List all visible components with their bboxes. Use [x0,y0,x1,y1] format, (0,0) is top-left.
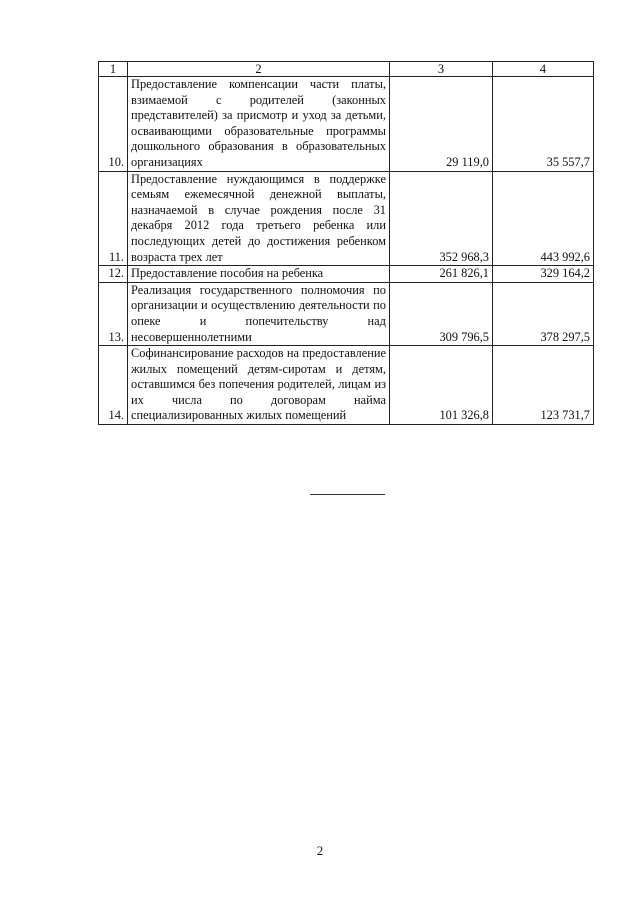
row-amount-col3: 261 826,1 [390,266,493,283]
row-description: Реализация государственного полномочия по организации и осуществлению деятельности по опеке и попечительству над несовершеннолетними [128,282,390,345]
row-description: Предоставление компенсации части платы, взимаемой с родителей (законных представителей) за присмотр и уход за детьми, осваивающими образовательные программы дошкольного образования в образовательных организациях [128,77,390,172]
table-row [99,266,594,283]
header-col-4: 4 [493,62,594,77]
row-amount-col3: 352 968,3 [390,171,493,266]
row-number: 12. [99,266,128,283]
header-col-1: 1 [99,62,128,77]
end-separator-line [310,494,385,495]
row-amount-col3: 29 119,0 [390,77,493,172]
row-amount-col3: 101 326,8 [390,346,493,425]
row-amount-col4: 35 557,7 [493,77,594,172]
row-amount-col4: 123 731,7 [493,346,594,425]
budget-table [98,61,594,425]
header-row [99,62,594,77]
row-amount-col4: 378 297,5 [493,282,594,345]
row-amount-col3: 309 796,5 [390,282,493,345]
row-number: 10. [99,77,128,172]
row-amount-col4: 443 992,6 [493,171,594,266]
row-number: 11. [99,171,128,266]
table-row [99,282,594,345]
row-description: Предоставление нуждающимся в поддержке семьям ежемесячной денежной выплаты, назначаемой в случае рождения после 31 декабря 2012 года третьего ребенка или последующих детей до достижения ребенком возраста трех лет [128,171,390,266]
table-row [99,171,594,266]
table-row [99,77,594,172]
row-description: Софинансирование расходов на предоставление жилых помещений детям-сиротам и детям, оставшимся без попечения родителей, лицам из их числа по договорам найма специализированных жилых помещений [128,346,390,425]
header-col-2: 2 [128,62,390,77]
header-col-3: 3 [390,62,493,77]
row-number: 13. [99,282,128,345]
page-number: 2 [316,843,324,858]
row-amount-col4: 329 164,2 [493,266,594,283]
row-number: 14. [99,346,128,425]
table-row [99,346,594,425]
row-description: Предоставление пособия на ребенка [128,266,390,283]
